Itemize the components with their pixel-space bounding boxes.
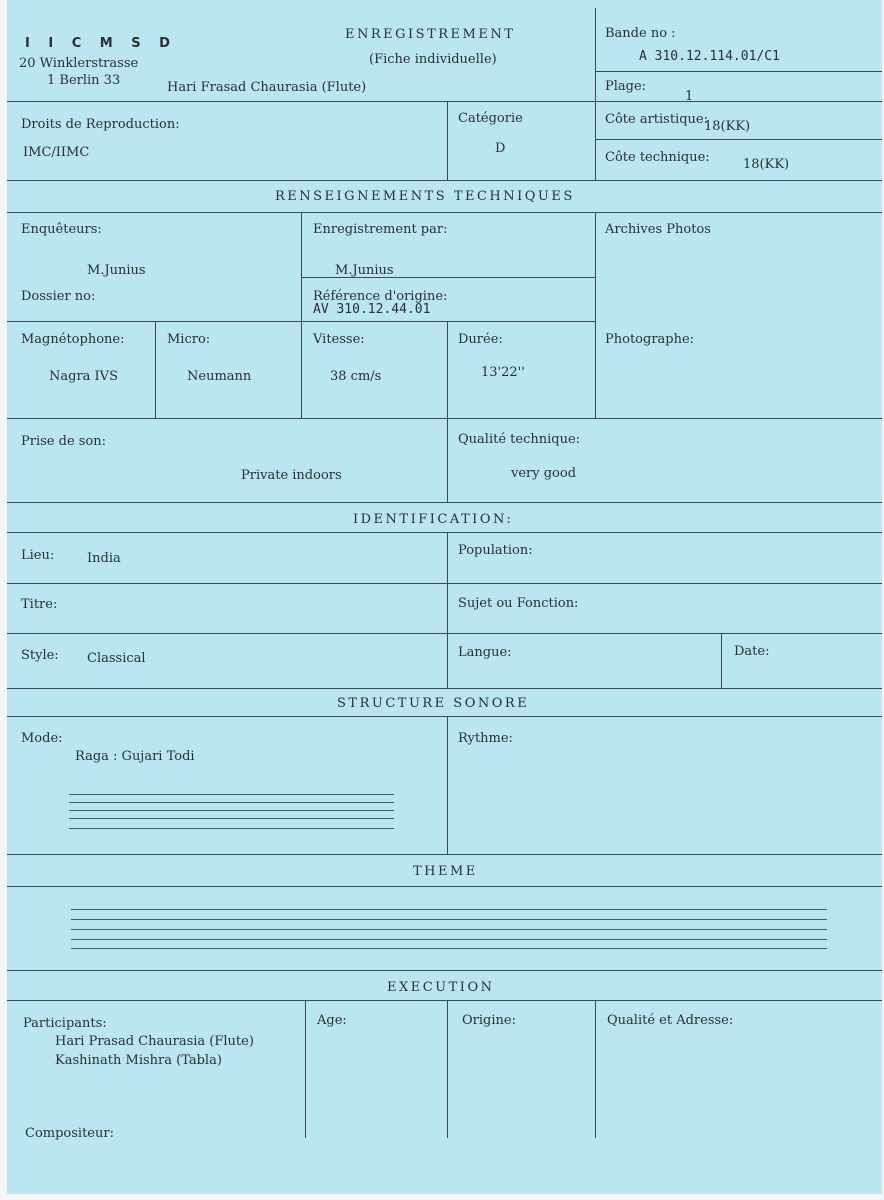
rythme-label: Rythme: — [458, 731, 513, 746]
compositeur-label: Compositeur: — [25, 1126, 114, 1141]
vitesse-value: 38 cm/s — [330, 369, 382, 384]
langue-label: Langue: — [458, 645, 512, 660]
magnetophone-label: Magnétophone: — [21, 332, 125, 347]
enqueteurs-label: Enquêteurs: — [21, 222, 102, 237]
section-theme-title: THEME — [413, 864, 478, 879]
categorie-label: Catégorie — [458, 111, 523, 126]
archives-photos-label: Archives Photos — [605, 222, 711, 237]
form-title: ENREGISTREMENT — [345, 27, 516, 42]
micro-value: Neumann — [187, 369, 252, 384]
date-label: Date: — [734, 644, 770, 659]
duree-value: 13'22'' — [481, 365, 525, 380]
cote-technique-value: 18(KK) — [743, 157, 790, 172]
dossier-label: Dossier no: — [21, 289, 96, 304]
performer-name: Hari Frasad Chaurasia (Flute) — [167, 80, 367, 95]
address-street: 20 Winklerstrasse — [19, 56, 139, 71]
mode-label: Mode: — [21, 731, 63, 746]
lieu-label: Lieu: — [21, 548, 55, 563]
plage-value: 1 — [685, 89, 694, 104]
vitesse-label: Vitesse: — [313, 332, 365, 347]
enqueteurs-value: M.Junius — [87, 263, 146, 278]
population-label: Population: — [458, 543, 533, 558]
age-label: Age: — [317, 1013, 347, 1028]
style-label: Style: — [21, 648, 59, 663]
address-city: 1 Berlin 33 — [47, 73, 121, 88]
prise-de-son-value: Private indoors — [241, 468, 342, 483]
qualite-adresse-label: Qualité et Adresse: — [607, 1013, 734, 1028]
cote-technique-label: Côte technique: — [605, 150, 710, 165]
reference-label: Référence d'origine: — [313, 289, 448, 304]
qualite-technique-value: very good — [511, 466, 577, 481]
plage-label: Plage: — [605, 79, 647, 94]
qualite-technique-label: Qualité technique: — [458, 432, 581, 447]
mode-value: Raga : Gujari Todi — [75, 749, 195, 764]
record-card — [7, 0, 882, 1194]
participant-1: Hari Prasad Chaurasia (Flute) — [55, 1034, 254, 1049]
institute-logo: I I C M S D — [25, 36, 177, 51]
participants-label: Participants: — [23, 1016, 107, 1031]
cote-artistique-label: Côte artistique: — [605, 112, 708, 127]
enregistrement-par-label: Enregistrement par: — [313, 222, 448, 237]
cote-artistique-value: 18(KK) — [704, 119, 751, 134]
enregistrement-par-value: M.Junius — [335, 263, 394, 278]
droits-label: Droits de Reproduction: — [21, 117, 180, 132]
section-identification-title: IDENTIFICATION: — [353, 512, 514, 527]
prise-de-son-label: Prise de son: — [21, 434, 107, 449]
origine-label: Origine: — [462, 1013, 516, 1028]
titre-label: Titre: — [21, 597, 58, 612]
section-structure-title: STRUCTURE SONORE — [337, 696, 530, 711]
magnetophone-value: Nagra IVS — [49, 369, 118, 384]
droits-value: IMC/IIMC — [23, 145, 90, 160]
bande-label: Bande no : — [605, 26, 676, 41]
bande-value: A 310.12.114.01/C1 — [639, 49, 780, 64]
participant-2: Kashinath Mishra (Tabla) — [55, 1053, 222, 1068]
lieu-value: India — [87, 551, 121, 566]
section-execution-title: EXECUTION — [387, 980, 495, 995]
section-tech-title: RENSEIGNEMENTS TECHNIQUES — [275, 189, 575, 204]
style-value: Classical — [87, 651, 146, 666]
sujet-fonction-label: Sujet ou Fonction: — [458, 596, 579, 611]
micro-label: Micro: — [167, 332, 211, 347]
photographe-label: Photographe: — [605, 332, 695, 347]
categorie-value: D — [495, 141, 506, 156]
reference-value: AV 310.12.44.01 — [313, 302, 431, 317]
duree-label: Durée: — [458, 332, 503, 347]
form-subtitle: (Fiche individuelle) — [369, 52, 497, 67]
